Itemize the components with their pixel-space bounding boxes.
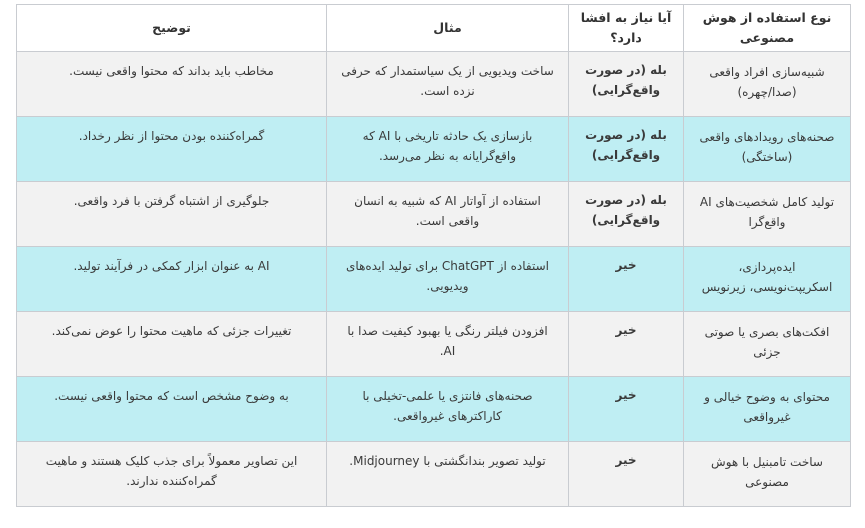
cell-example: استفاده از آواتار AI که شبیه به انسان واقعی است. <box>327 182 569 247</box>
cell-example: افزودن فیلتر رنگی یا بهبود کیفیت صدا با AI. <box>327 312 569 377</box>
cell-disclosure: خیر <box>569 312 684 377</box>
cell-usage-type: صحنه‌های رویدادهای واقعی (ساختگی) <box>684 117 851 182</box>
cell-description: به وضوح مشخص است که محتوا واقعی نیست. <box>17 377 327 442</box>
cell-disclosure: خیر <box>569 377 684 442</box>
cell-description: AI به عنوان ابزار کمکی در فرآیند تولید. <box>17 247 327 312</box>
cell-usage-type: ساخت تامبنیل با هوش مصنوعی <box>684 442 851 507</box>
cell-description: جلوگیری از اشتباه گرفتن با فرد واقعی. <box>17 182 327 247</box>
table-row <box>17 182 851 247</box>
cell-disclosure: بله (در صورت واقع‌گرایی) <box>569 117 684 182</box>
cell-description: مخاطب باید بداند که محتوا واقعی نیست. <box>17 52 327 117</box>
cell-example: صحنه‌های فانتزی یا علمی-تخیلی با کاراکترهای غیرواقعی. <box>327 377 569 442</box>
table-header-row <box>17 5 851 52</box>
table-row <box>17 377 851 442</box>
cell-example: ساخت ویدیویی از یک سیاستمدار که حرفی نزده است. <box>327 52 569 117</box>
header-example: مثال <box>327 5 569 52</box>
header-usage-type: نوع استفاده از هوش مصنوعی <box>684 5 851 52</box>
cell-usage-type: ایده‌پردازی، اسکریپت‌نویسی، زیرنویس <box>684 247 851 312</box>
table-row <box>17 52 851 117</box>
table-row <box>17 442 851 507</box>
header-description: توضیح <box>17 5 327 52</box>
cell-usage-type: تولید کامل شخصیت‌های AI واقع‌گرا <box>684 182 851 247</box>
header-disclosure-needed: آیا نیاز به افشا دارد؟ <box>569 5 684 52</box>
cell-description: گمراه‌کننده بودن محتوا از نظر رخداد. <box>17 117 327 182</box>
cell-usage-type: افکت‌های بصری یا صوتی جزئی <box>684 312 851 377</box>
table-row <box>17 247 851 312</box>
cell-example: استفاده از ChatGPT برای تولید ایده‌های ویدیویی. <box>327 247 569 312</box>
cell-example: بازسازی یک حادثه تاریخی با AI که واقع‌گرایانه به نظر می‌رسد. <box>327 117 569 182</box>
cell-disclosure: خیر <box>569 247 684 312</box>
cell-disclosure: بله (در صورت واقع‌گرایی) <box>569 52 684 117</box>
cell-disclosure: خیر <box>569 442 684 507</box>
table-row <box>17 117 851 182</box>
cell-disclosure: بله (در صورت واقع‌گرایی) <box>569 182 684 247</box>
ai-disclosure-table-container <box>16 4 850 507</box>
cell-description: تغییرات جزئی که ماهیت محتوا را عوض نمی‌کند. <box>17 312 327 377</box>
cell-usage-type: محتوای به وضوح خیالی و غیرواقعی <box>684 377 851 442</box>
table-row <box>17 312 851 377</box>
cell-description: این تصاویر معمولاً برای جذب کلیک هستند و ماهیت گمراه‌کننده ندارند. <box>17 442 327 507</box>
cell-usage-type: شبیه‌سازی افراد واقعی (صدا/چهره) <box>684 52 851 117</box>
cell-example: تولید تصویر بندانگشتی با Midjourney. <box>327 442 569 507</box>
ai-disclosure-table <box>16 4 851 507</box>
